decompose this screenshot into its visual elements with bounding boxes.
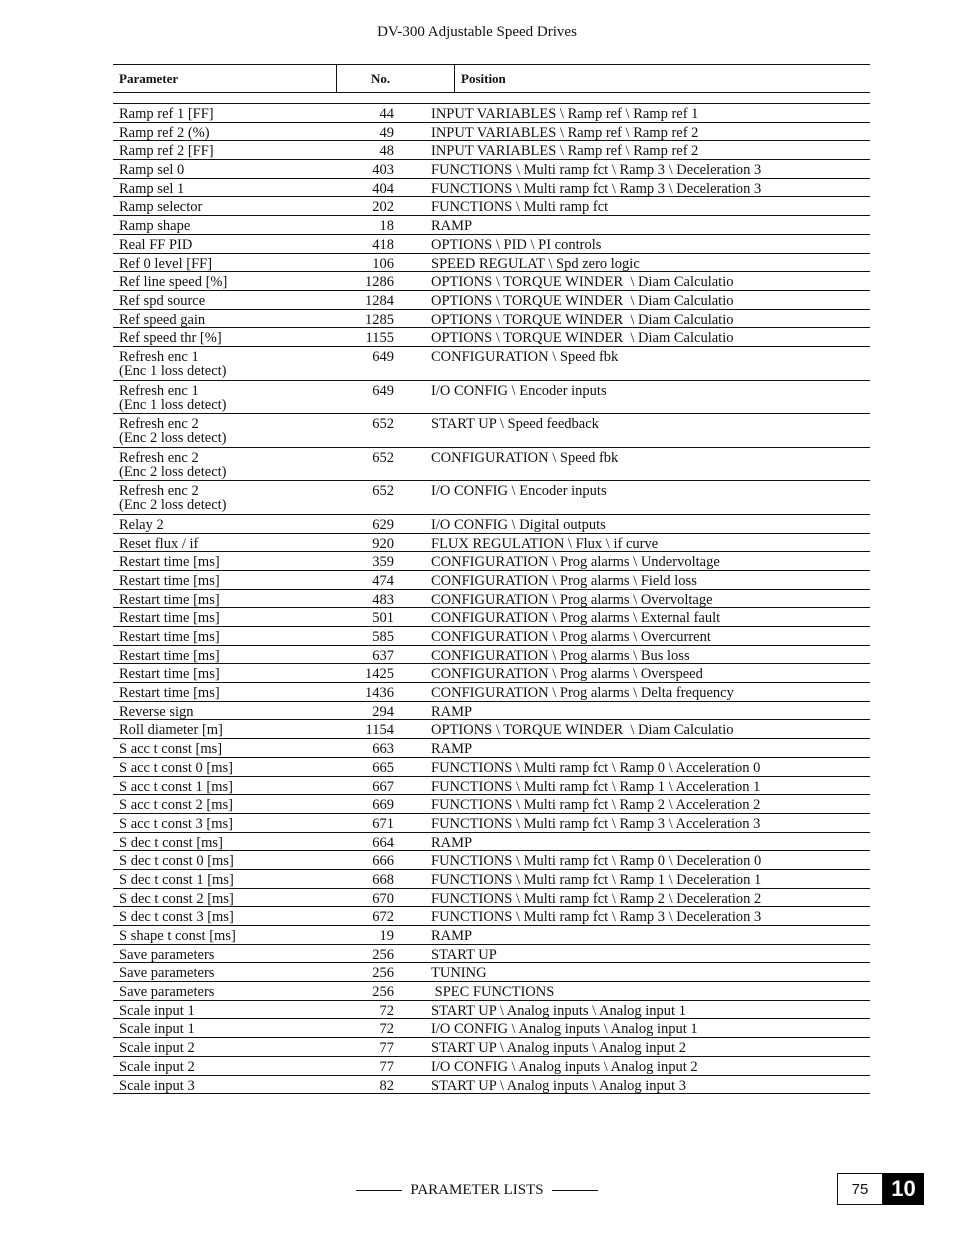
cell-no: 637 xyxy=(372,647,394,664)
cell-no: 669 xyxy=(372,797,394,814)
table-row xyxy=(113,481,870,515)
cell-position: I/O CONFIG \ Encoder inputs xyxy=(431,382,607,399)
cell-no: 18 xyxy=(379,218,394,235)
cell-no: 202 xyxy=(372,199,394,216)
table-row xyxy=(113,926,870,945)
cell-no: 72 xyxy=(379,1021,394,1038)
cell-no: 666 xyxy=(372,853,394,870)
footer-rule-left xyxy=(356,1190,402,1191)
cell-parameter: S acc t const 1 [ms] xyxy=(119,778,233,795)
cell-position: RAMP xyxy=(431,834,473,851)
cell-parameter: S acc t const 0 [ms] xyxy=(119,759,233,776)
table-row xyxy=(113,515,870,534)
table-row xyxy=(113,646,870,665)
cell-no: 256 xyxy=(372,984,394,1001)
table-row xyxy=(113,889,870,908)
cell-no: 1285 xyxy=(365,311,394,328)
cell-parameter: Ramp ref 2 [FF] xyxy=(119,143,214,160)
table-row xyxy=(113,664,870,683)
cell-no: 1286 xyxy=(365,274,394,291)
cell-parameter: Ramp sel 0 xyxy=(119,162,185,179)
table-row xyxy=(113,534,870,553)
cell-position: FUNCTIONS \ Multi ramp fct \ Ramp 0 \ Deceleration 0 xyxy=(431,853,762,870)
cell-position: CONFIGURATION \ Prog alarms \ External fault xyxy=(431,610,721,627)
cell-no: 19 xyxy=(379,928,394,945)
cell-parameter: Restart time [ms] xyxy=(119,685,220,702)
cell-no: 649 xyxy=(372,382,394,399)
cell-parameter: Scale input 2 xyxy=(119,1040,195,1057)
cell-parameter: Roll diameter [m] xyxy=(119,722,223,739)
cell-parameter: Refresh enc 2 (Enc 2 loss detect) xyxy=(119,416,227,447)
table-row xyxy=(113,254,870,273)
cell-position: START UP \ Analog inputs \ Analog input 1 xyxy=(431,1002,686,1019)
table-row xyxy=(113,907,870,926)
cell-position: FUNCTIONS \ Multi ramp fct \ Ramp 2 \ Deceleration 2 xyxy=(431,890,762,907)
cell-position: FUNCTIONS \ Multi ramp fct xyxy=(431,199,609,216)
table-row xyxy=(113,833,870,852)
table-row xyxy=(113,235,870,254)
table-row xyxy=(113,795,870,814)
cell-parameter: Save parameters xyxy=(119,984,215,1001)
cell-no: 49 xyxy=(379,124,394,141)
cell-position: OPTIONS \ PID \ PI controls xyxy=(431,236,602,253)
table-row xyxy=(113,347,870,381)
cell-no: 256 xyxy=(372,965,394,982)
cell-no: 1284 xyxy=(365,292,394,309)
cell-position: OPTIONS \ TORQUE WINDER \ Diam Calculatio xyxy=(431,311,734,328)
cell-position: RAMP xyxy=(431,741,473,758)
cell-parameter: S dec t const 1 [ms] xyxy=(119,871,234,888)
cell-no: 1436 xyxy=(365,685,394,702)
cell-no: 474 xyxy=(372,572,394,589)
cell-position: CONFIGURATION \ Prog alarms \ Delta frequency xyxy=(431,685,734,702)
cell-parameter: Scale input 1 xyxy=(119,1021,195,1038)
cell-no: 418 xyxy=(372,236,394,253)
cell-no: 256 xyxy=(372,946,394,963)
table-row xyxy=(113,1076,870,1095)
cell-no: 77 xyxy=(379,1040,394,1057)
table-row xyxy=(113,627,870,646)
cell-parameter: Save parameters xyxy=(119,965,215,982)
cell-position: OPTIONS \ TORQUE WINDER \ Diam Calculatio xyxy=(431,292,734,309)
table-row xyxy=(113,777,870,796)
cell-position: CONFIGURATION \ Prog alarms \ Undervoltage xyxy=(431,554,720,571)
header-separator xyxy=(113,92,870,104)
cell-position: I/O CONFIG \ Digital outputs xyxy=(431,516,606,533)
cell-position: RAMP xyxy=(431,928,473,945)
cell-position: OPTIONS \ TORQUE WINDER \ Diam Calculatio xyxy=(431,722,734,739)
cell-position: I/O CONFIG \ Analog inputs \ Analog input 2 xyxy=(431,1058,698,1075)
table-row xyxy=(113,381,870,415)
cell-position: FUNCTIONS \ Multi ramp fct \ Ramp 3 \ Deceleration 3 xyxy=(431,162,762,179)
table-row xyxy=(113,720,870,739)
table-row xyxy=(113,1038,870,1057)
table-row xyxy=(113,197,870,216)
cell-no: 668 xyxy=(372,871,394,888)
header-no: No. xyxy=(337,65,455,92)
cell-position: TUNING xyxy=(431,965,487,982)
header-position: Position xyxy=(461,70,506,86)
table-row xyxy=(113,1019,870,1038)
cell-no: 1155 xyxy=(365,330,394,347)
table-row xyxy=(113,448,870,482)
cell-parameter: S acc t const 3 [ms] xyxy=(119,815,233,832)
table-row xyxy=(113,571,870,590)
chapter-tab: 10 xyxy=(883,1173,924,1205)
cell-no: 652 xyxy=(372,449,394,466)
cell-no: 672 xyxy=(372,909,394,926)
cell-parameter: Refresh enc 1 (Enc 1 loss detect) xyxy=(119,382,227,413)
cell-parameter: Restart time [ms] xyxy=(119,629,220,646)
table-row xyxy=(113,683,870,702)
cell-position: INPUT VARIABLES \ Ramp ref \ Ramp ref 2 xyxy=(431,143,699,160)
cell-no: 671 xyxy=(372,815,394,832)
cell-parameter: Real FF PID xyxy=(119,236,193,253)
cell-parameter: S dec t const 2 [ms] xyxy=(119,890,234,907)
cell-parameter: S dec t const 0 [ms] xyxy=(119,853,234,870)
cell-no: 77 xyxy=(379,1058,394,1075)
cell-no: 663 xyxy=(372,741,394,758)
table-row xyxy=(113,608,870,627)
footer-section-title: PARAMETER LISTS xyxy=(410,1182,544,1198)
cell-no: 82 xyxy=(379,1077,394,1094)
table-row xyxy=(113,963,870,982)
cell-position: FUNCTIONS \ Multi ramp fct \ Ramp 3 \ Deceleration 3 xyxy=(431,909,762,926)
table-row xyxy=(113,160,870,179)
cell-no: 404 xyxy=(372,180,394,197)
cell-position: INPUT VARIABLES \ Ramp ref \ Ramp ref 2 xyxy=(431,124,699,141)
cell-position: CONFIGURATION \ Prog alarms \ Overvoltage xyxy=(431,591,713,608)
table-row xyxy=(113,1057,870,1076)
cell-parameter: Refresh enc 2 (Enc 2 loss detect) xyxy=(119,483,227,514)
cell-parameter: S acc t const [ms] xyxy=(119,741,223,758)
cell-parameter: Save parameters xyxy=(119,946,215,963)
cell-parameter: Restart time [ms] xyxy=(119,572,220,589)
table-header xyxy=(113,64,870,92)
cell-position: CONFIGURATION \ Prog alarms \ Field loss xyxy=(431,572,697,589)
cell-no: 501 xyxy=(372,610,394,627)
cell-parameter: Ramp ref 2 (%) xyxy=(119,124,210,141)
table-row xyxy=(113,328,870,347)
table-row xyxy=(113,141,870,160)
table-row xyxy=(113,702,870,721)
cell-position: I/O CONFIG \ Encoder inputs xyxy=(431,483,607,500)
cell-position: RAMP xyxy=(431,703,473,720)
table-row xyxy=(113,414,870,448)
cell-parameter: Ramp sel 1 xyxy=(119,180,185,197)
cell-position: SPEED REGULAT \ Spd zero logic xyxy=(431,255,640,272)
cell-position: FUNCTIONS \ Multi ramp fct \ Ramp 1 \ Deceleration 1 xyxy=(431,871,762,888)
cell-parameter: S acc t const 2 [ms] xyxy=(119,797,233,814)
cell-position: CONFIGURATION \ Speed fbk xyxy=(431,348,619,365)
parameter-table xyxy=(113,64,870,1094)
table-row xyxy=(113,590,870,609)
cell-parameter: Restart time [ms] xyxy=(119,591,220,608)
cell-position: OPTIONS \ TORQUE WINDER \ Diam Calculatio xyxy=(431,274,734,291)
cell-no: 667 xyxy=(372,778,394,795)
cell-parameter: Ref line speed [%] xyxy=(119,274,228,291)
table-row xyxy=(113,870,870,889)
cell-no: 72 xyxy=(379,1002,394,1019)
cell-no: 403 xyxy=(372,162,394,179)
page-footer xyxy=(0,1182,954,1199)
table-body xyxy=(113,104,870,1094)
table-row xyxy=(113,739,870,758)
cell-position: CONFIGURATION \ Prog alarms \ Overspeed xyxy=(431,666,703,683)
cell-parameter: Reverse sign xyxy=(119,703,194,720)
cell-no: 294 xyxy=(372,703,394,720)
cell-parameter: Restart time [ms] xyxy=(119,647,220,664)
cell-no: 649 xyxy=(372,348,394,365)
cell-position: START UP \ Analog inputs \ Analog input 2 xyxy=(431,1040,686,1057)
cell-no: 585 xyxy=(372,629,394,646)
cell-position: INPUT VARIABLES \ Ramp ref \ Ramp ref 1 xyxy=(431,106,699,122)
cell-no: 48 xyxy=(379,143,394,160)
table-row xyxy=(113,216,870,235)
cell-parameter: Ref speed gain xyxy=(119,311,206,328)
cell-no: 652 xyxy=(372,416,394,433)
table-row xyxy=(113,814,870,833)
table-row xyxy=(113,851,870,870)
cell-no: 359 xyxy=(372,554,394,571)
cell-parameter: Ref spd source xyxy=(119,292,206,309)
cell-position: CONFIGURATION \ Prog alarms \ Overcurrent xyxy=(431,629,711,646)
cell-parameter: Restart time [ms] xyxy=(119,666,220,683)
cell-parameter: Scale input 1 xyxy=(119,1002,195,1019)
cell-no: 652 xyxy=(372,483,394,500)
cell-parameter: Ref 0 level [FF] xyxy=(119,255,213,272)
cell-parameter: Relay 2 xyxy=(119,516,164,533)
cell-parameter: S shape t const [ms] xyxy=(119,928,236,945)
table-row xyxy=(113,179,870,198)
cell-parameter: Ramp ref 1 [FF] xyxy=(119,106,214,122)
cell-no: 665 xyxy=(372,759,394,776)
table-row xyxy=(113,123,870,142)
cell-position: OPTIONS \ TORQUE WINDER \ Diam Calculatio xyxy=(431,330,734,347)
table-row xyxy=(113,310,870,329)
cell-position: FUNCTIONS \ Multi ramp fct \ Ramp 3 \ Acceleration 3 xyxy=(431,815,761,832)
cell-position: CONFIGURATION \ Prog alarms \ Bus loss xyxy=(431,647,690,664)
cell-position: SPEC FUNCTIONS xyxy=(431,984,555,1001)
cell-position: FUNCTIONS \ Multi ramp fct \ Ramp 1 \ Acceleration 1 xyxy=(431,778,761,795)
table-row xyxy=(113,945,870,964)
table-row xyxy=(113,272,870,291)
cell-position: START UP \ Analog inputs \ Analog input 3 xyxy=(431,1077,686,1094)
cell-no: 664 xyxy=(372,834,394,851)
cell-no: 483 xyxy=(372,591,394,608)
cell-parameter: S dec t const [ms] xyxy=(119,834,223,851)
cell-no: 920 xyxy=(372,535,394,552)
cell-parameter: Refresh enc 1 (Enc 1 loss detect) xyxy=(119,348,227,379)
cell-position: START UP xyxy=(431,946,497,963)
cell-position: START UP \ Speed feedback xyxy=(431,416,599,433)
cell-position: FUNCTIONS \ Multi ramp fct \ Ramp 3 \ Deceleration 3 xyxy=(431,180,762,197)
cell-no: 629 xyxy=(372,516,394,533)
cell-parameter: Ref speed thr [%] xyxy=(119,330,222,347)
cell-parameter: Restart time [ms] xyxy=(119,554,220,571)
cell-no: 670 xyxy=(372,890,394,907)
cell-parameter: Scale input 2 xyxy=(119,1058,195,1075)
cell-position: I/O CONFIG \ Analog inputs \ Analog input 1 xyxy=(431,1021,698,1038)
cell-parameter: Reset flux / if xyxy=(119,535,199,552)
page-number: 75 xyxy=(837,1173,883,1205)
cell-no: 106 xyxy=(372,255,394,272)
document-title: DV-300 Adjustable Speed Drives xyxy=(377,24,577,40)
cell-position: CONFIGURATION \ Speed fbk xyxy=(431,449,619,466)
cell-parameter: Scale input 3 xyxy=(119,1077,195,1094)
cell-position: RAMP xyxy=(431,218,473,235)
cell-position: FUNCTIONS \ Multi ramp fct \ Ramp 2 \ Acceleration 2 xyxy=(431,797,761,814)
cell-parameter: Restart time [ms] xyxy=(119,610,220,627)
cell-position: FUNCTIONS \ Multi ramp fct \ Ramp 0 \ Acceleration 0 xyxy=(431,759,761,776)
cell-no: 44 xyxy=(379,106,394,122)
table-row xyxy=(113,1001,870,1020)
cell-parameter: Ramp shape xyxy=(119,218,191,235)
cell-no: 1154 xyxy=(365,722,394,739)
footer-rule-right xyxy=(552,1190,598,1191)
cell-parameter: S dec t const 3 [ms] xyxy=(119,909,234,926)
header-parameter: Parameter xyxy=(113,65,337,92)
table-row xyxy=(113,758,870,777)
table-row xyxy=(113,291,870,310)
cell-parameter: Ramp selector xyxy=(119,199,203,216)
cell-no: 1425 xyxy=(365,666,394,683)
table-row xyxy=(113,552,870,571)
cell-parameter: Refresh enc 2 (Enc 2 loss detect) xyxy=(119,449,227,480)
cell-position: FLUX REGULATION \ Flux \ if curve xyxy=(431,535,659,552)
table-row xyxy=(113,982,870,1001)
table-row xyxy=(113,104,870,123)
